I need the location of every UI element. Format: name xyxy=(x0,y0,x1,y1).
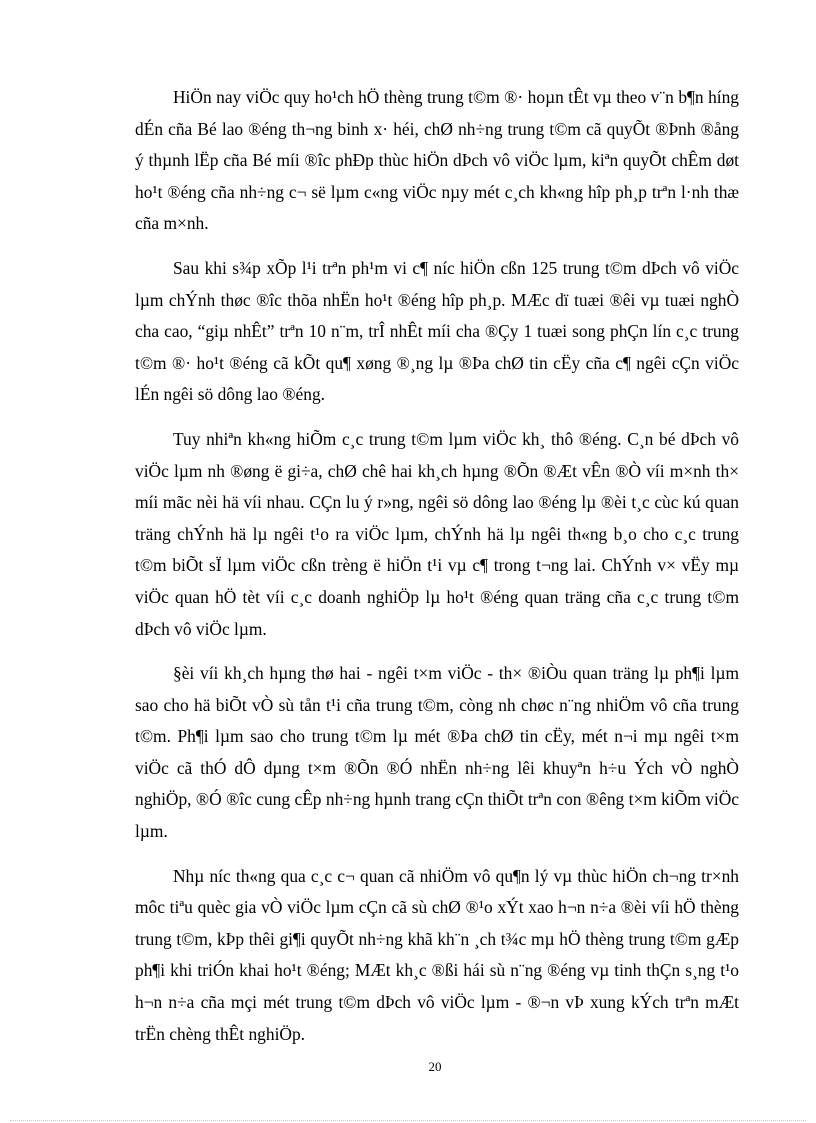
document-body xyxy=(135,82,739,1063)
paragraph: HiÖn nay viÖc quy ho¹ch hÖ thèng trung t©m ®· hoµn tÊt vµ theo v¨n b¶n híng dÉn cña Bé lao ®éng th¬ng binh x· héi, chØ nh÷ng trung t©m cã quyÕt ®Þnh ®ång ý thµnh lËp cña Bé míi ®îc phÐp thùc hiÖn dÞch vô viÖc lµm, kiªn quyÕt chÊm døt ho¹t ®éng cña nh÷ng c¬ së lµm c«ng viÖc nµy mét c¸ch kh«ng hîp ph¸p trªn l·nh thæ cña m×nh. xyxy=(135,87,739,234)
paragraph: Sau khi s¾p xÕp l¹i trªn ph¹m vi c¶ níc hiÖn cßn 125 trung t©m dÞch vô viÖc lµm chÝnh thøc ®îc thõa nhËn ho¹t ®éng hîp ph¸p. MÆc dï tuæi ®êi vµ tuæi nghÒ cha cao, “giµ nhÊt” trªn 10 n¨m, trÎ nhÊt míi cha ®Çy 1 tuæi song phÇn lín c¸c trung t©m ®· ho¹t ®éng cã kÕt qu¶ xøng ®¸ng lµ ®Þa chØ tin cËy cña c¶ ngêi cÇn viÖc lÉn ngêi sö dông lao ®éng. xyxy=(135,257,739,405)
paragraph: Nhµ níc th«ng qua c¸c c¬ quan cã nhiÖm vô qu¶n lý vµ thùc hiÖn ch¬ng tr×nh môc tiªu quèc gia vÒ viÖc lµm cÇn cã sù chØ ®¹o xÝt xao h¬n n÷a ®èi víi hÖ thèng trung t©m, kÞp thêi gi¶i quyÕt nh÷ng khã kh¨n ¸ch t¾c mµ hÖ thèng trung t©m gÆp ph¶i khi triÓn khai ho¹t ®éng; MÆt kh¸c ®ßi hái sù n¨ng ®éng vµ tinh thÇn s¸ng t¹o h¬n n÷a cña mçi mét trung t©m dÞch vô viÖc lµm - ®¬n vÞ xung kÝch trªn mÆt trËn chèng thÊt nghiÖp. xyxy=(135,865,739,1044)
page-bottom-divider xyxy=(10,1120,806,1121)
page-number: 20 xyxy=(428,1059,442,1074)
paragraph: Tuy nhiªn kh«ng hiÕm c¸c trung t©m lµm viÖc kh¸ thô ®éng. C¸n bé dÞch vô viÖc lµm nh ®øng ë gi÷a, chØ chê hai kh¸ch hµng ®Õn ®Æt vÊn ®Ò víi m×nh th× míi mãc nèi hä víi nhau. CÇn lu ý r»ng, ngêi sö dông lao ®éng lµ ®èi t¸c cùc kú quan träng chÝnh hä lµ ngêi t¹o ra viÖc lµm, chÝnh hä lµ ngêi th«ng b¸o cho c¸c trung t©m biÕt sÏ lµm viÖc cßn trèng ë hiÖn t¹i vµ c¶ trong t¬ng lai. ChÝnh v× vËy mµ viÖc quan hÖ tèt víi c¸c doanh nghiÖp lµ ho¹t ®éng quan träng cña c¸c trung t©m dÞch vô viÖc lµm. xyxy=(135,428,739,639)
paragraph: §èi víi kh¸ch hµng thø hai - ngêi t×m viÖc - th× ®iÒu quan träng lµ ph¶i lµm sao cho hä biÕt vÒ sù tån t¹i cña trung t©m, còng nh chøc n¨ng nhiÖm vô cña trung t©m. Ph¶i lµm sao cho trung t©m lµ mét ®Þa chØ tin cËy, mét n¬i mµ ngêi t×m viÖc cã thÓ dÔ dµng t×m ®Õn ®Ó nhËn nh÷ng lêi khuyªn h÷u Ých vÒ nghÒ nghiÖp, ®Ó ®îc cung cÊp nh÷ng hµnh trang cÇn thiÕt trªn con ®êng t×m kiÕm viÖc lµm. xyxy=(135,663,739,842)
